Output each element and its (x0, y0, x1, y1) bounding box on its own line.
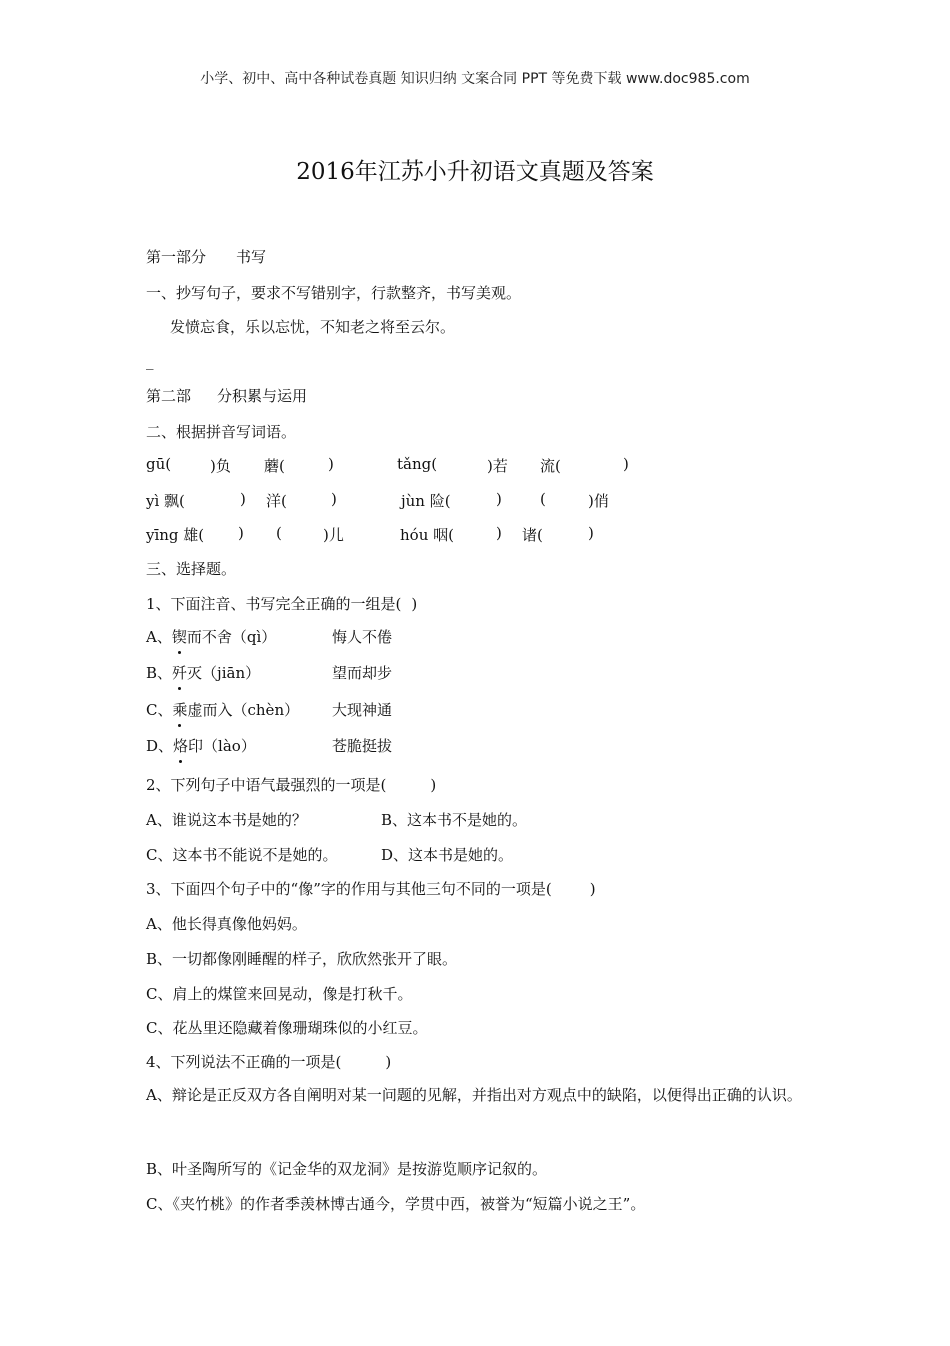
pinyin-cell: 洋( (266, 492, 287, 510)
page-header: 小学、初中、高中各种试卷真题 知识归纳 文案合同 PPT 等免费下载 www.doc985.com (200, 71, 750, 87)
option-text: 虚而入（chèn） (187, 701, 300, 719)
q3-4-question (146, 1051, 391, 1072)
emphasis-char: 烙 (173, 737, 189, 755)
q3-1-option-c-phrase: 大现神通 (332, 701, 393, 719)
pinyin-cell: hóu 咽( (400, 526, 454, 544)
q3-3-option-c: C、肩上的煤筐来回晃动，像是打秋千。 (146, 985, 413, 1003)
answer-bracket: ) (589, 880, 596, 898)
question-text: 1、下面注音、书写完全正确的一组是( (146, 595, 402, 613)
q3-heading: 三、选择题。 (146, 560, 237, 578)
pinyin-cell: )负 (210, 457, 231, 475)
q3-4-option-a: A、辩论是正反双方各自阐明对某一问题的见解，并指出对方观点中的缺陷，以便得出正确的认识。 (146, 1086, 802, 1104)
pinyin-cell: ) (240, 490, 246, 508)
part2-label: 第二部 (146, 387, 192, 405)
pinyin-cell: 流( (540, 457, 561, 475)
emphasis-char: 锲 (171, 628, 187, 646)
pinyin-cell: ) (588, 524, 594, 542)
q3-2-option-d: D、这本书是她的。 (381, 846, 514, 864)
q3-1-option-b (146, 662, 260, 683)
option-prefix: C、 (146, 701, 173, 719)
q3-1-option-d-phrase: 苍脆挺拔 (332, 737, 393, 755)
q3-3-option-a: A、他长得真像他妈妈。 (146, 915, 307, 933)
document-title: 2016年江苏小升初语文真题及答案 (296, 159, 654, 185)
option-prefix: B、 (146, 664, 173, 682)
q1-blank-mark: _ (146, 352, 154, 370)
pinyin-cell: yīng 雄( (146, 526, 205, 544)
question-text: 2、下列句子中语气最强烈的一项是( (146, 776, 387, 794)
q3-4-option-c: C、《夹竹桃》的作者季羡林博古通今，学贯中西，被誉为“短篇小说之王”。 (146, 1195, 646, 1213)
pinyin-row-2 (0, 490, 950, 512)
part1-name: 书写 (236, 248, 267, 266)
q3-1-option-d (146, 735, 256, 756)
q3-1-option-c (146, 699, 299, 720)
q3-2-question (146, 774, 436, 795)
q3-3-question (146, 878, 596, 899)
question-text: 4、下列说法不正确的一项是( (146, 1053, 342, 1071)
pinyin-cell: yì 飘( (146, 492, 185, 510)
pinyin-cell: ) (331, 490, 337, 508)
part1-label: 第一部分 (146, 248, 207, 266)
pinyin-cell: gū( (146, 455, 172, 473)
q3-3-option-b: B、一切都像刚睡醒的样子，欣欣然张开了眼。 (146, 950, 458, 968)
q3-1-option-a (146, 626, 276, 647)
q3-2-option-b: B、这本书不是她的。 (381, 811, 528, 829)
pinyin-cell: ( (540, 490, 546, 508)
q3-1-question (146, 593, 417, 614)
answer-bracket: ) (430, 776, 437, 794)
q3-3-option-d: C、花丛里还隐藏着像珊瑚珠似的小红豆。 (146, 1019, 428, 1037)
option-text: 灭（jiān） (187, 664, 261, 682)
pinyin-cell: ) (496, 524, 502, 542)
pinyin-row-1 (0, 455, 950, 477)
option-prefix: D、 (146, 737, 174, 755)
option-prefix: A、 (146, 628, 172, 646)
pinyin-cell: ) (623, 455, 629, 473)
q2-instruction: 二、根据拼音写词语。 (146, 423, 297, 441)
pinyin-cell: ) (496, 490, 502, 508)
pinyin-cell: tǎng( (397, 455, 438, 473)
q3-4-option-b: B、叶圣陶所写的《记金华的双龙洞》是按游览顺序记叙的。 (146, 1160, 548, 1178)
part2-name: 分积累与运用 (217, 387, 308, 405)
part2-heading (146, 385, 307, 406)
pinyin-row-3 (0, 524, 950, 546)
pinyin-cell: 蘑( (264, 457, 285, 475)
q3-2-option-c: C、这本书不能说不是她的。 (146, 846, 338, 864)
option-text: 印（lào） (188, 737, 256, 755)
pinyin-cell: )若 (487, 457, 508, 475)
pinyin-cell: )儿 (323, 526, 344, 544)
pinyin-cell: ) (328, 455, 334, 473)
q1-instruction: 一、抄写句子，要求不写错别字，行款整齐，书写美观。 (146, 284, 522, 302)
part1-heading (146, 246, 266, 267)
pinyin-cell: )俏 (588, 492, 609, 510)
q3-2-option-a: A、谁说这本书是她的？ (146, 811, 307, 829)
q3-1-option-a-phrase: 悔人不倦 (332, 628, 393, 646)
question-text: 3、下面四个句子中的“像”字的作用与其他三句不同的一项是( (146, 880, 552, 898)
answer-bracket: ) (385, 1053, 392, 1071)
emphasis-char: 乘 (172, 701, 188, 719)
pinyin-cell: jùn 险( (401, 492, 451, 510)
q1-sentence: 发愤忘食，乐以忘忧，不知老之将至云尔。 (170, 318, 456, 336)
pinyin-cell: ( (276, 524, 282, 542)
pinyin-cell: 诸( (522, 526, 543, 544)
emphasis-char: 歼 (172, 664, 188, 682)
option-text: 而不舍（qì） (186, 628, 277, 646)
q3-1-option-b-phrase: 望而却步 (332, 664, 393, 682)
pinyin-cell: ) (238, 524, 244, 542)
answer-bracket: ) (411, 595, 418, 613)
